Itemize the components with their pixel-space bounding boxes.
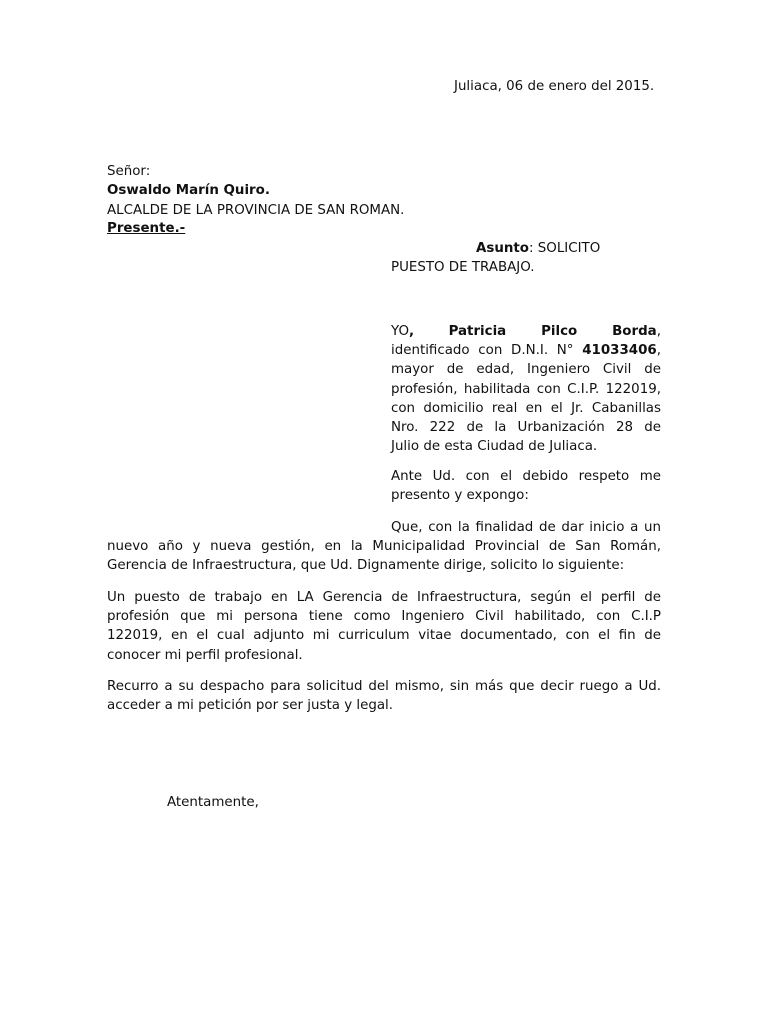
que-line-1: Que, con la finalidad de dar inicio a un bbox=[391, 520, 661, 535]
que-line-2: nuevo año y nueva gestión, en la Municipalidad Provincial de San Román, bbox=[107, 539, 661, 555]
puesto-line-3: 122019, en el cual adjunto mi curriculum vitae documentado, con el fin de bbox=[107, 628, 661, 644]
que-paragraph bbox=[107, 518, 661, 576]
letter-date: Juliaca, 06 de enero del 2015. bbox=[454, 79, 655, 94]
recurro-paragraph bbox=[107, 677, 661, 715]
subject-line bbox=[476, 239, 600, 258]
intro-line-5: con domicilio real en el Jr. Cabanillas bbox=[391, 400, 661, 416]
puesto-line-1: Un puesto de trabajo en LA Gerencia de Infraestructura, según el perfil de bbox=[107, 590, 661, 605]
recurro-line-2: acceder a mi petición por ser justa y legal. bbox=[107, 698, 394, 714]
salutation: Señor: bbox=[107, 164, 151, 179]
puesto-line-2: profesión que mi persona tiene como Ingeniero Civil habilitado, con C.I.P bbox=[107, 609, 661, 625]
recipient-title: ALCALDE DE LA PROVINCIA DE SAN ROMAN. bbox=[107, 203, 405, 218]
que-line-3: Gerencia de Infraestructura, que Ud. Dignamente dirige, solicito lo siguiente: bbox=[107, 558, 625, 574]
subject-text: : SOLICITO bbox=[529, 241, 601, 256]
intro-line-1: YO, Patricia Pilco Borda, bbox=[391, 324, 661, 339]
intro-paragraph bbox=[391, 322, 661, 456]
closing: Atentamente, bbox=[167, 795, 259, 810]
intro-line-3: mayor de edad, Ingeniero Civil de bbox=[391, 362, 661, 378]
subject-label: Asunto bbox=[476, 241, 530, 256]
presente-heading: Presente.- bbox=[107, 221, 186, 236]
subject-line-2: PUESTO DE TRABAJO. bbox=[391, 260, 535, 275]
ante-line-1: Ante Ud. con el debido respeto me bbox=[391, 469, 661, 484]
ante-line-2: presento y expongo: bbox=[391, 488, 529, 504]
ante-paragraph bbox=[391, 467, 661, 505]
recurro-line-1: Recurro a su despacho para solicitud del mismo, sin más que decir ruego a Ud. bbox=[107, 679, 661, 694]
applicant-name: Patricia Pilco Borda bbox=[448, 324, 657, 339]
intro-line-2: identificado con D.N.I. N° 41033406, bbox=[391, 343, 661, 359]
intro-line-4: profesión, habilitada con C.I.P. 122019, bbox=[391, 381, 661, 397]
intro-line-6: Nro. 222 de la Urbanización 28 de bbox=[391, 420, 661, 436]
recipient-name: Oswaldo Marín Quiro. bbox=[107, 183, 270, 198]
intro-line-7: Julio de esta Ciudad de Juliaca. bbox=[391, 439, 598, 455]
puesto-line-4: conocer mi perfil profesional. bbox=[107, 647, 303, 663]
puesto-paragraph bbox=[107, 588, 661, 665]
dni-number: 41033406 bbox=[582, 343, 657, 359]
